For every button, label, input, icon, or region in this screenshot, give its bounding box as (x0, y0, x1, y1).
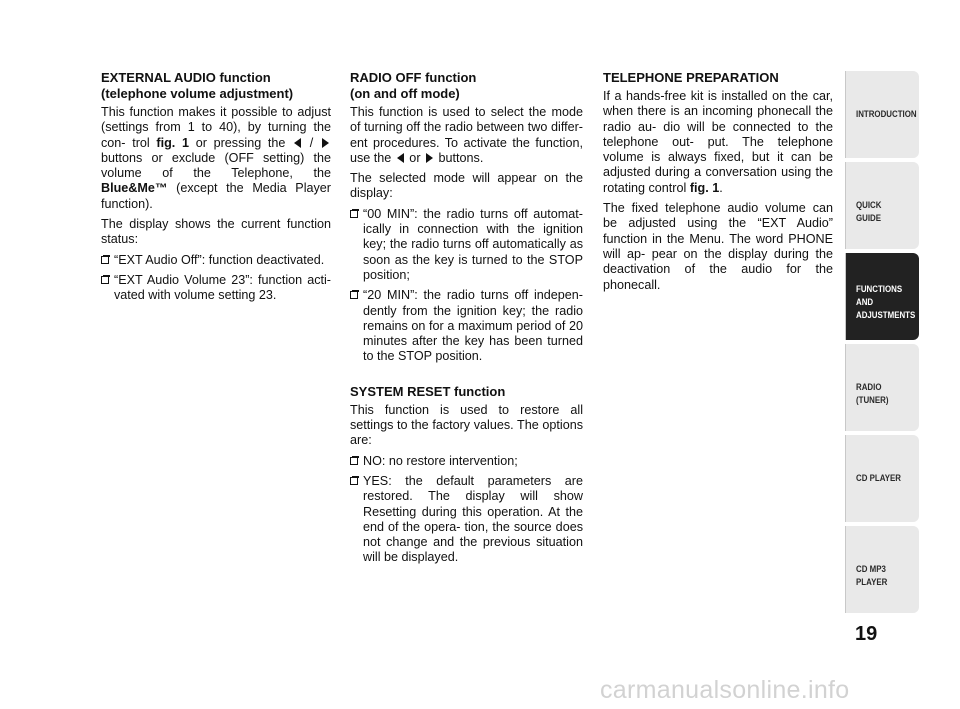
text-run: / (303, 135, 321, 150)
section-heading-radio-off: RADIO OFF function (350, 70, 477, 85)
tab-label: FUNCTIONS AND ADJUSTMENTS (856, 284, 916, 320)
list-item-text: NO: no restore intervention; (363, 453, 518, 468)
tab-label: RADIO (TUNER) (856, 382, 889, 405)
tab-cd-player[interactable] (845, 435, 919, 522)
tab-quick-guide[interactable] (845, 162, 919, 249)
checkbox-bullet-icon (350, 477, 358, 485)
watermark: carmanualsonline.info (600, 676, 850, 704)
brand-name: Blue&Me™ (101, 181, 168, 196)
tab-label: CD PLAYER (856, 473, 901, 483)
tab-functions-and-adjustments[interactable] (845, 253, 919, 340)
text-run: or pressing the (189, 135, 293, 150)
section-heading-external-audio: EXTERNAL AUDIO function (101, 70, 271, 85)
right-arrow-icon (322, 138, 329, 148)
text-run: buttons or exclude (OFF setting) the volume of the Telephone, the (101, 150, 331, 181)
paragraph-display-status: The display shows the current function status: (101, 217, 331, 247)
paragraph-fixed-volume: The fixed telephone audio volume can be adjusted using the “EXT Audio” function in the Menu. The word PHONE will ap- pear on the display during the deactivation of the audio for the phonecall. (603, 201, 833, 292)
spacer (350, 370, 583, 384)
paragraph-external-audio-intro (101, 105, 331, 212)
figure-reference: fig. 1 (156, 135, 189, 150)
paragraph-system-reset: This function is used to restore all settings to the factory values. The options are: (350, 402, 583, 448)
list-item (350, 474, 583, 566)
text-run: (except the Media Player function). (101, 181, 331, 211)
text-run: . (719, 180, 723, 195)
text-run: This function is used to select the mode of turning off the radio between two differ- ent procedures. To activate the function, use the (350, 105, 583, 165)
checkbox-bullet-icon (350, 457, 358, 465)
column-telephone-preparation (603, 70, 833, 298)
list-item-text: “EXT Audio Volume 23”: function acti- vated with volume setting 23. (114, 272, 331, 303)
tab-label: INTRODUCTION (856, 109, 917, 119)
checkbox-bullet-icon (101, 256, 109, 264)
list-item (350, 454, 583, 469)
tab-cd-mp3-player[interactable] (845, 526, 919, 613)
list-item-text: YES: the default parameters are restored. The display will show Resetting during this operation. At the end of the opera- tion, the source does not change and the previous situation will be displayed. (363, 473, 583, 565)
list-item-text: “20 MIN”: the radio turns off indepen- dently from the ignition key; the radio remains on for a maximum period of 20 minutes after the key has been turned to the STOP position. (363, 288, 583, 364)
tab-label: QUICK GUIDE (856, 200, 882, 223)
text-run: or (405, 150, 425, 165)
list-item (101, 273, 331, 304)
section-heading-telephone-preparation: TELEPHONE PREPARATION (603, 70, 779, 85)
page-number: 19 (855, 623, 878, 645)
checkbox-bullet-icon (350, 210, 358, 218)
list-item (350, 207, 583, 283)
section-heading-system-reset: SYSTEM RESET function (350, 383, 506, 399)
checkbox-bullet-icon (350, 291, 358, 299)
checkbox-bullet-icon (101, 276, 109, 284)
figure-reference: fig. 1 (689, 180, 720, 195)
list-item-text: “EXT Audio Off”: function deactivated. (114, 252, 325, 267)
column-radio-off (350, 70, 583, 571)
paragraph-hands-free (603, 89, 833, 196)
section-subheading-external-audio: (telephone volume adjustment) (101, 86, 294, 101)
text-run: buttons. (435, 150, 484, 165)
tab-radio-tuner[interactable] (845, 344, 919, 431)
list-item (101, 253, 331, 268)
list-item (350, 288, 583, 364)
left-arrow-icon (294, 138, 301, 148)
list-item-text: “00 MIN”: the radio turns off automat- ically in connection with the ignition key; the radio turns off automatically as soon as the key is turned to the STOP position; (363, 206, 583, 282)
tab-label: CD MP3 PLAYER (856, 564, 888, 587)
text-run: If a hands-free kit is installed on the car, when there is an incoming phonecall the radio au- dio will be connected to the telephone out- put. The telephone volume is always fixed, but it can be adjusted during a conversation using the rotating control (603, 89, 833, 195)
left-arrow-icon (397, 153, 404, 163)
tab-introduction[interactable] (845, 71, 919, 158)
column-external-audio (101, 70, 331, 309)
paragraph-radio-off-intro (350, 105, 583, 166)
paragraph-selected-mode: The selected mode will appear on the display: (350, 171, 583, 201)
section-subheading-radio-off: (on and off mode) (350, 86, 460, 101)
right-arrow-icon (426, 153, 433, 163)
text-run: This function makes it possible to adjust (settings from 1 to 40), by turning the con- trol (101, 105, 331, 150)
